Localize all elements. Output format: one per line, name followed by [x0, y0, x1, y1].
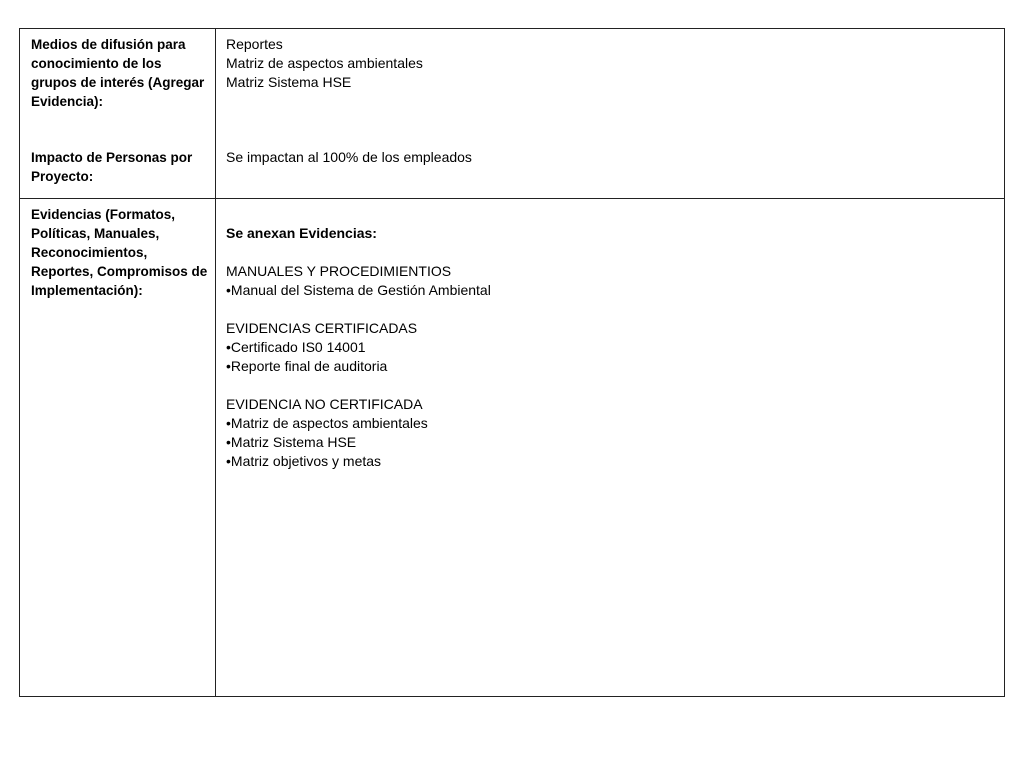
spacer — [226, 376, 491, 395]
difusion-label: Medios de difusión para conocimiento de los grupos de interés (Agregar Evidencia): — [31, 37, 205, 109]
table-row — [20, 199, 1005, 697]
spacer — [226, 243, 491, 262]
difusion-values — [226, 35, 423, 92]
evidencias-heading: Se anexan Evidencias: — [226, 225, 377, 241]
list-item: •Matriz objetivos y metas — [226, 453, 382, 469]
evidencias-content — [226, 224, 491, 471]
difusion-value: Matriz de aspectos ambientales — [226, 55, 423, 71]
list-item: •Reporte final de auditoria — [226, 358, 388, 374]
impacto-value: Se impactan al 100% de los empleados — [226, 149, 472, 165]
spacer — [226, 300, 491, 319]
list-item: •Certificado IS0 14001 — [226, 339, 366, 355]
evidence-table — [19, 28, 1005, 697]
label-cell — [20, 199, 216, 697]
table-row — [20, 29, 1005, 199]
group-title: EVIDENCIA NO CERTIFICADA — [226, 396, 423, 412]
list-item: •Matriz de aspectos ambientales — [226, 415, 428, 431]
difusion-value: Matriz Sistema HSE — [226, 74, 352, 90]
value-cell — [216, 199, 1005, 697]
list-item: •Manual del Sistema de Gestión Ambiental — [226, 282, 491, 298]
value-cell — [216, 29, 1005, 199]
evidencias-label: Evidencias (Formatos, Políticas, Manuales, Reconocimientos, Reportes, Compromisos de Implementación): — [31, 207, 208, 298]
impacto-label: Impacto de Personas por Proyecto: — [31, 150, 193, 184]
list-item: •Matriz Sistema HSE — [226, 434, 357, 450]
label-cell — [20, 29, 216, 199]
group-title: MANUALES Y PROCEDIMIENTIOS — [226, 263, 452, 279]
difusion-value: Reportes — [226, 36, 283, 52]
group-title: EVIDENCIAS CERTIFICADAS — [226, 320, 418, 336]
